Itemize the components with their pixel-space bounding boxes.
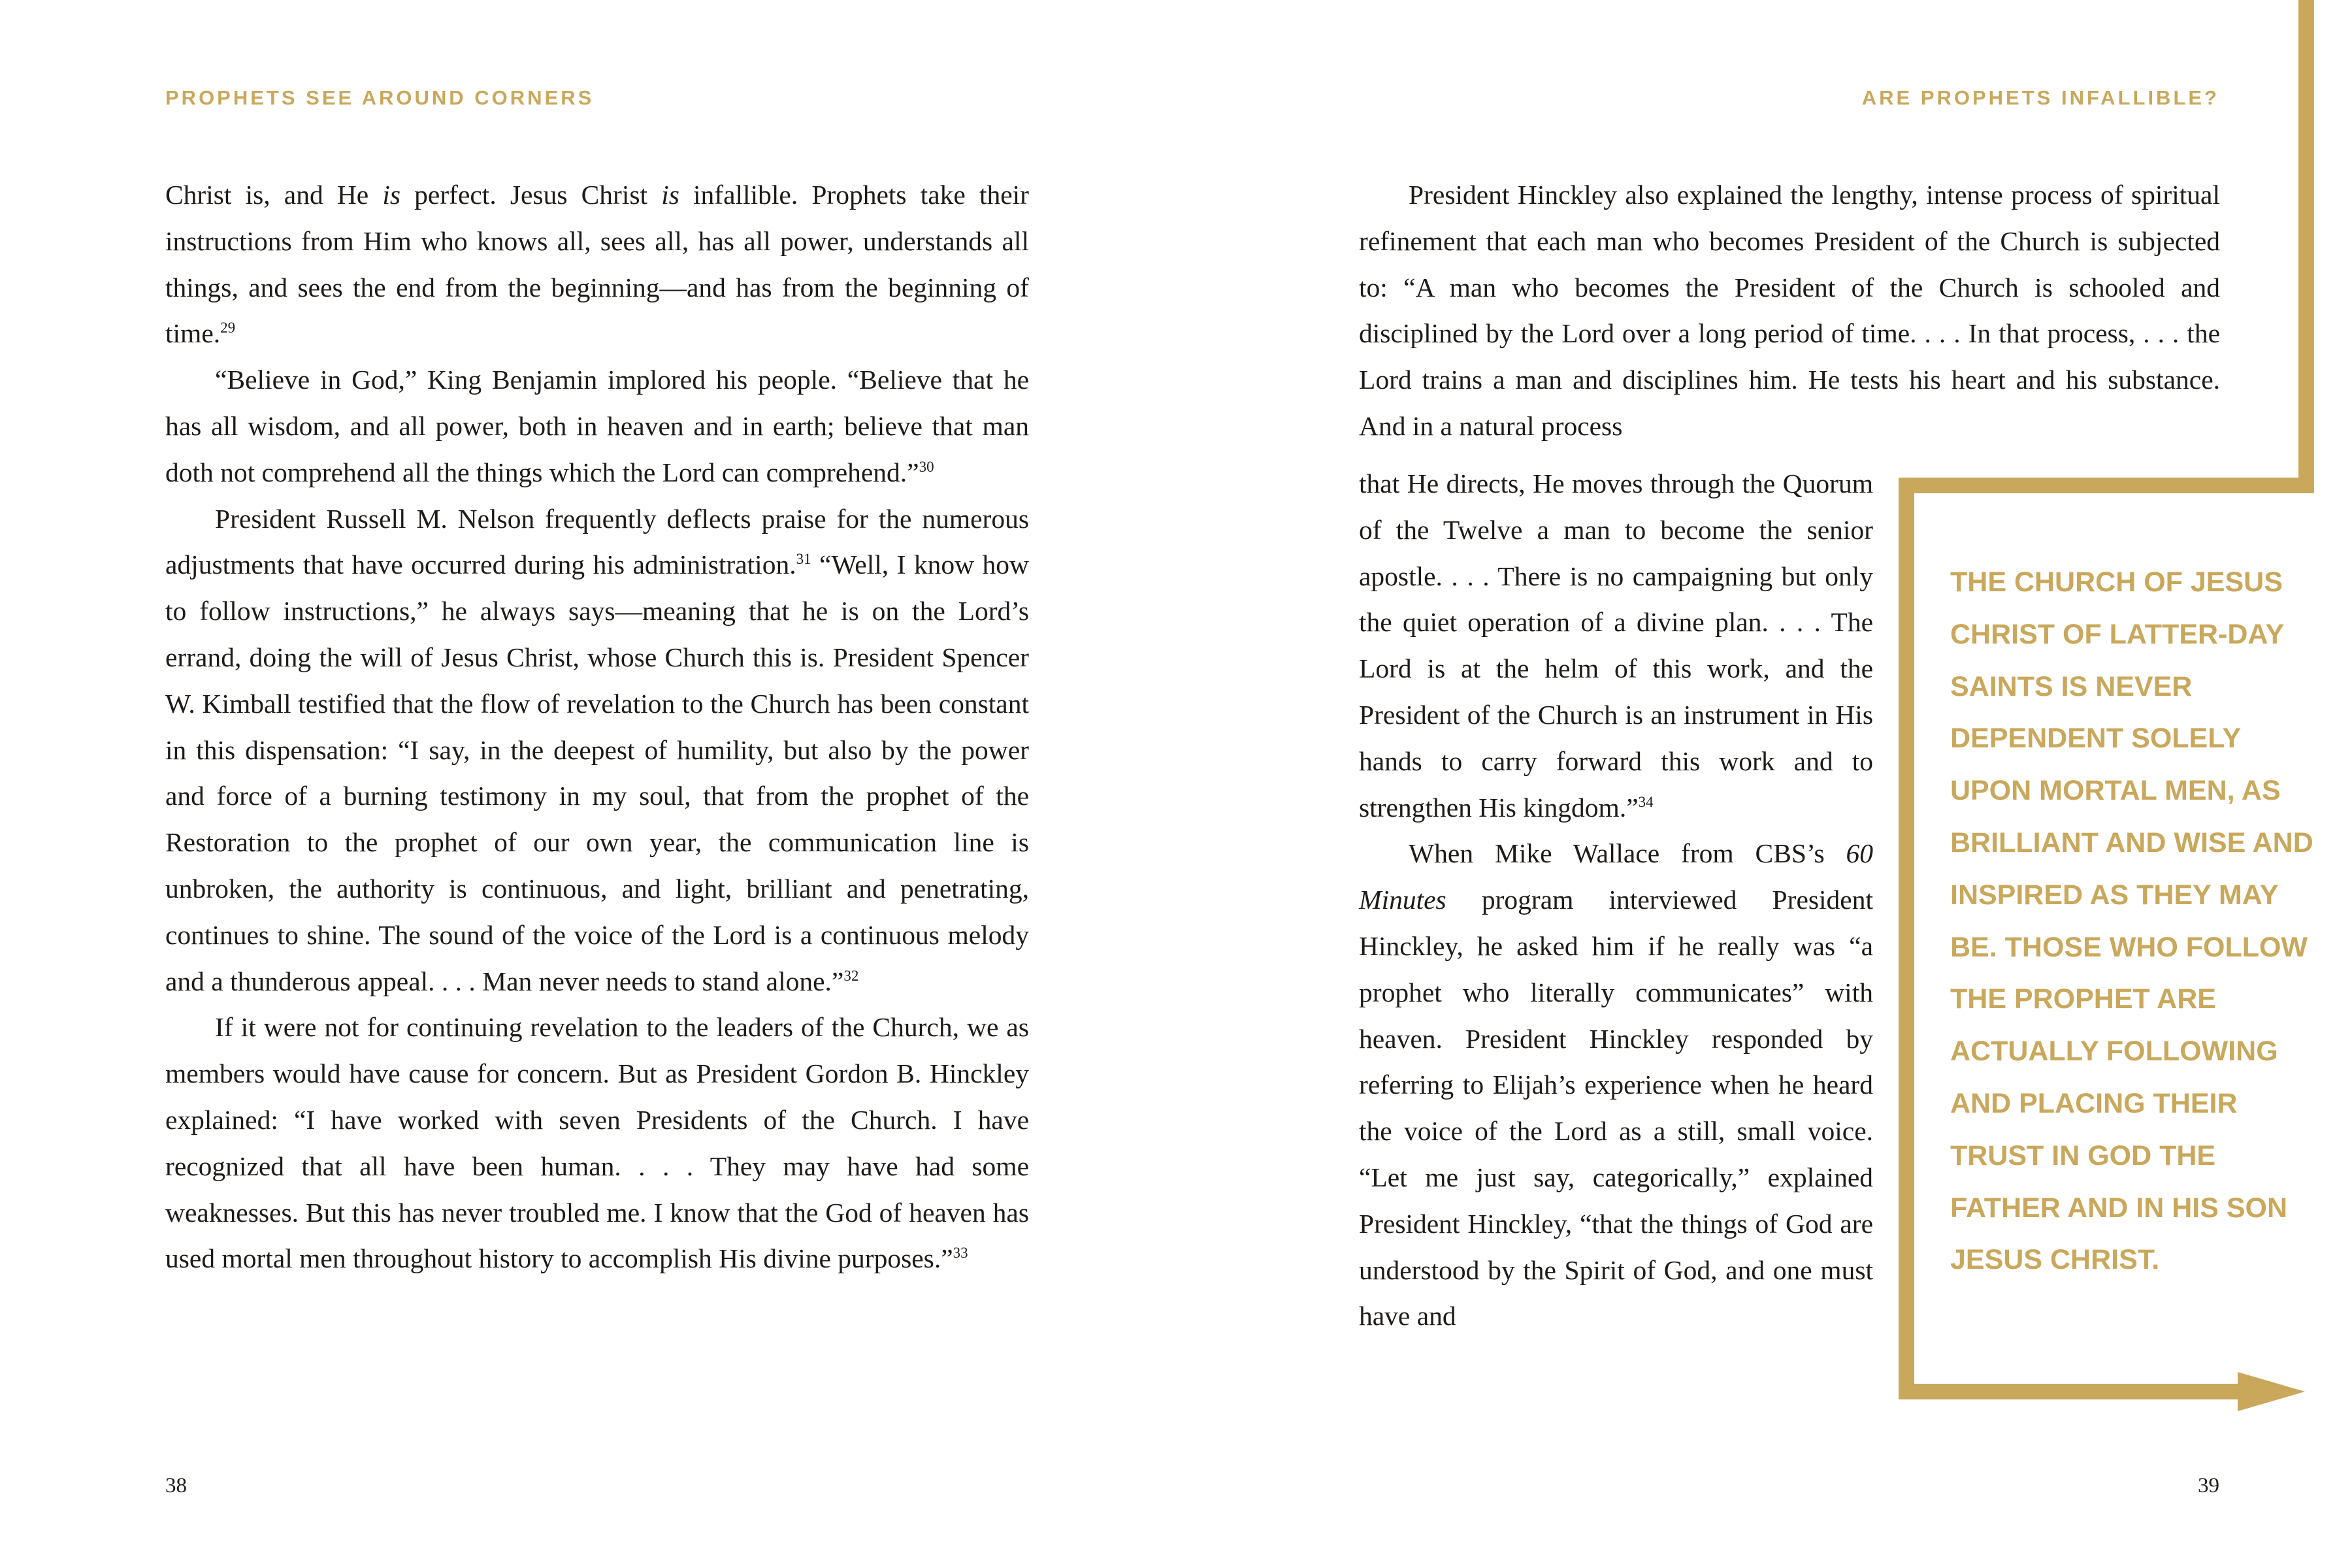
paragraph: [165, 172, 1029, 357]
body-text-full-width: [1359, 172, 2220, 449]
text-run: President Hinckley also explained the lengthy, intense process of spiritual refinement that each man who becomes President of the Church is subjected to: “A man who becomes the President of the Church is schooled and disciplined by the Lord over a long period of time. . . . In that process, . . . the Lord trains a man and disciplines him. He tests his heart and his substance. And in a natural process: [1359, 180, 2220, 441]
text-run: If it were not for continuing revelation to the leaders of the Church, we as members would have cause for concern. But as President Gordon B. Hinckley explained: “I have worked with seven Presidents of the Church. I have recognized that all have been human. . . . They may have had some weaknesses. But this has never troubled me. I know that the God of heaven has used mortal men throughout history to accomplish His divine purposes.”: [165, 1012, 1029, 1274]
paragraph: [1359, 172, 2220, 449]
body-text: [165, 172, 1029, 1282]
running-head: ARE PROPHETS INFALLIBLE?: [1861, 86, 2219, 109]
text-run: perfect. Jesus Christ: [400, 180, 662, 210]
pull-quote: THE CHURCH OF JESUS CHRIST OF LATTER-DAY SAINTS IS NEVER DEPENDENT SOLELY UPON MORTAL MEN, AS BRILLIANT AND WISE AND INSPIRED AS THEY MAY BE. THOSE WHO FOLLOW THE PROPHET ARE ACTUALLY FOLLOWING AND PLACING THEIR TRUST IN GOD THE FATHER AND IN HIS SON JESUS CHRIST.: [1950, 566, 2313, 1276]
footnote-ref[interactable]: 32: [843, 967, 859, 984]
page-number: 39: [2198, 1474, 2219, 1497]
footnote-ref[interactable]: 31: [796, 551, 811, 568]
emphasis: is: [382, 180, 401, 210]
page-number: 38: [165, 1474, 187, 1497]
footnote-ref[interactable]: 29: [220, 319, 236, 336]
running-head: PROPHETS SEE AROUND CORNERS: [165, 86, 595, 109]
text-run: Christ is, and He: [165, 180, 383, 210]
paragraph: [1359, 461, 1873, 830]
text-run: “Believe in God,” King Benjamin implored his people. “Believe that he has all wisdom, and all power, both in heaven and in earth; believe that man doth not comprehend all the things which the Lord can comprehend.”: [165, 365, 1029, 487]
footnote-ref[interactable]: 33: [953, 1245, 968, 1262]
paragraph: [165, 1004, 1029, 1282]
text-run: President Russell M. Nelson frequently deflects praise for the numerous adjustments that have occurred during his administration.: [165, 503, 1029, 580]
text-run: program interviewed President Hinckley, he asked him if he really was “a prophet who literally communicates” with heaven. President Hinckley responded by referring to Elijah’s experience when he heard the voice of the Lord as a still, small voice. “Let me just say, categorically,” explained President Hinckley, “that the things of God are understood by the Spirit of God, and one must have and: [1359, 885, 1873, 1331]
footnote-ref[interactable]: 34: [1638, 793, 1654, 810]
paragraph: [1359, 830, 1873, 1339]
paragraph: [165, 496, 1029, 1005]
text-run: “Well, I know how to follow instructions,” he always says—meaning that he is on the Lord’s errand, doing the will of Jesus Christ, whose Church this is. President Spencer W. Kimball testified that the flow of revelation to the Church has been constant in this dispensation: “I say, in the deepest of humility, but also by the power and force of a burning testimony in my soul, that from the prophet of the Restoration to the prophet of our own year, the communication line is unbroken, the authority is continuous, and light, brilliant and penetrating, continues to shine. The sound of the voice of the Lord is a continuous melody and a thunderous appeal. . . . Man never needs to stand alone.”: [165, 549, 1030, 996]
body-text-column: [1359, 461, 1873, 1339]
paragraph: [165, 357, 1029, 495]
text-run: infallible. Prophets take their instructions from Him who knows all, sees all, has all power, understands all things, and sees the end from the beginning—and has from the beginning of time.: [165, 180, 1029, 349]
emphasis: is: [661, 180, 679, 210]
footnote-ref[interactable]: 30: [919, 458, 934, 475]
emphasis: 60 Minutes: [1359, 838, 1873, 915]
text-run: When Mike Wallace from CBS’s: [1409, 838, 1846, 869]
text-run: that He directs, He moves through the Quorum of the Twelve a man to become the senior apostle. . . . There is no campaigning but only the quiet operation of a divine plan. . . . The Lord is at the helm of this work, and the President of the Church is an instrument in His hands to carry forward this work and to strengthen His kingdom.”: [1359, 468, 1873, 823]
